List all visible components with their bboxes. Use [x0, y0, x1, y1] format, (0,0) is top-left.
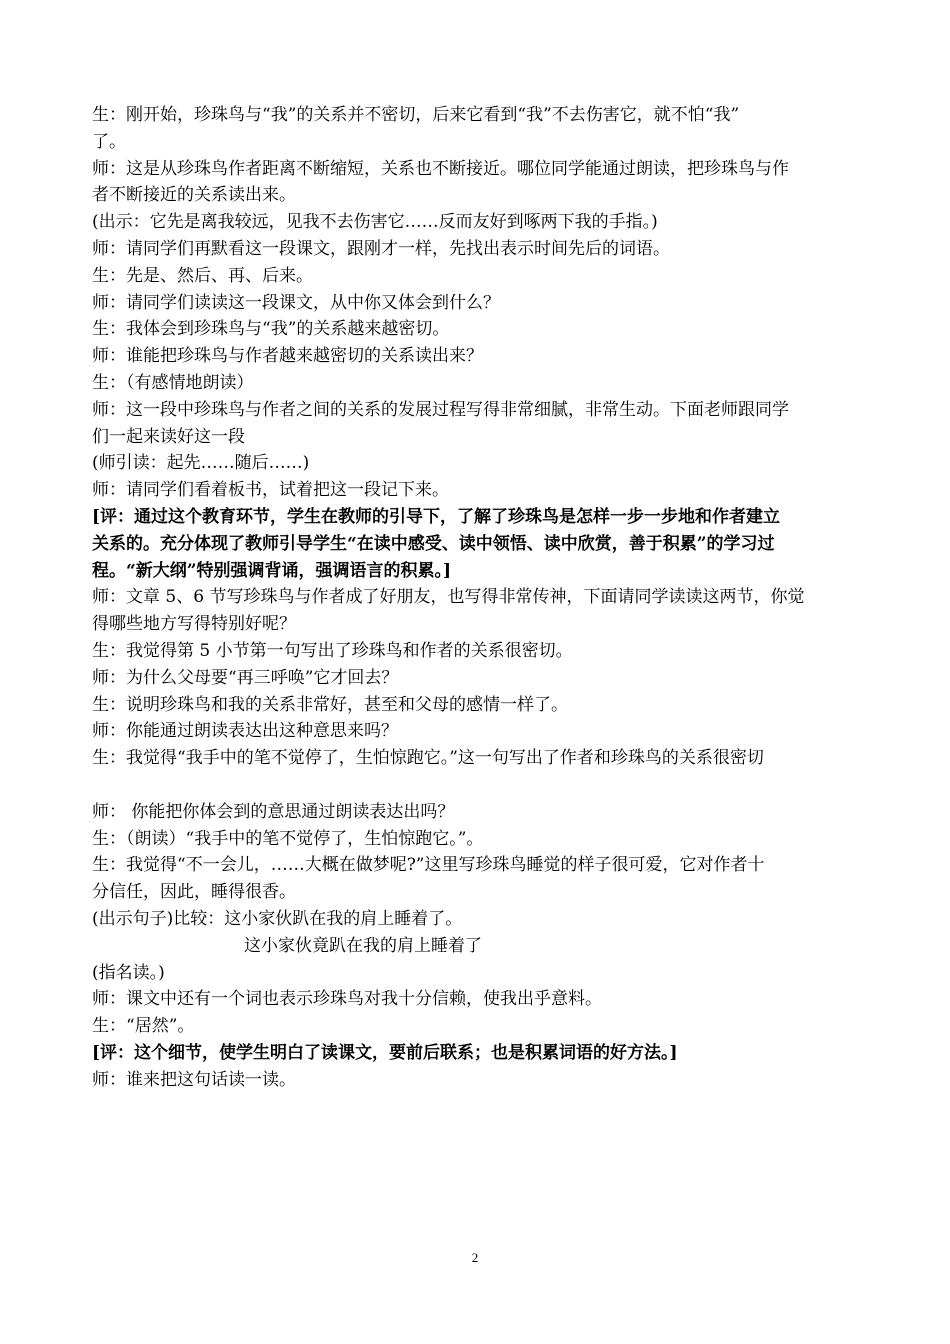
page-number: 2	[471, 1250, 479, 1265]
text-line: 师：请同学们读读这一段课文，从中你又体会到什么？	[92, 292, 500, 313]
teacher-comment-line: 程。“新大纲”特别强调背诵，强调语言的积累。]	[92, 560, 452, 581]
text-line: (指名读。)	[92, 962, 165, 983]
text-line: 师：课文中还有一个词也表示珍珠鸟对我十分信赖，使我出乎意料。	[92, 989, 602, 1010]
text-line: 生：刚开始，珍珠鸟与“我”的关系并不密切，后来它看到“我”不去伤害它，就不怕“我”	[92, 105, 740, 125]
text-line: (出示句子)比较：这小家伙趴在我的肩上睡着了。	[92, 908, 463, 929]
text-line: 生：（朗读）“我手中的笔不觉停了，生怕惊跑它。”。	[92, 828, 484, 849]
text-line: 师：请同学们再默看这一段课文，跟刚才一样，先找出表示时间先后的词语。	[92, 238, 670, 259]
text-line: 师：你能通过朗读表达出这种意思来吗？	[92, 721, 398, 742]
text-line: 师：为什么父母要“再三呼唤”它才回去？	[92, 667, 399, 688]
text-line: 生：我体会到珍珠鸟与“我”的关系越来越密切。	[92, 319, 450, 340]
text-line: 得哪些地方写得特别好呢？	[92, 614, 296, 635]
text-line: 生：说明珍珠鸟和我的关系非常好，甚至和父母的感情一样了。	[92, 694, 568, 715]
text-line: 师： 你能把你体会到的意思通过朗读表达出吗？	[92, 801, 455, 822]
text-line: 生：我觉得“不一会儿，……大概在做梦呢?”这里写珍珠鸟睡觉的样子很可爱，它对作者十	[92, 855, 765, 876]
document-body	[92, 102, 862, 1093]
text-line: 生：“居然”。	[92, 1016, 195, 1037]
text-line: 生：先是、然后、再、后来。	[92, 265, 313, 286]
text-line: 者不断接近的关系读出来。	[92, 185, 296, 206]
teacher-comment-line: 关系的。充分体现了教师引导学生“在读中感受、读中领悟、读中欣赏，善于积累”的学习过	[92, 533, 775, 554]
text-line: 师：请同学们看着板书，试着把这一段记下来。	[92, 480, 449, 501]
teacher-comment-line: [评：通过这个教育环节，学生在教师的引导下，了解了珍珠鸟是怎样一步一步地和作者建立	[92, 506, 781, 527]
text-line: 师：谁能把珍珠鸟与作者越来越密切的关系读出来？	[92, 346, 483, 367]
text-line: 师：谁来把这句话读一读。	[92, 1069, 296, 1090]
blank-line	[92, 772, 862, 799]
text-line: 了。	[92, 131, 126, 152]
text-line: 师：这一段中珍珠鸟与作者之间的关系的发展过程写得非常细腻，非常生动。下面老师跟同学	[92, 399, 789, 420]
comparison-sentence: 这小家伙竟趴在我的肩上睡着了	[244, 935, 482, 956]
text-line: 生：我觉得“我手中的笔不觉停了，生怕惊跑它。”这一句写出了作者和珍珠鸟的关系很密切	[92, 748, 764, 769]
teacher-comment-line: [评：这个细节，使学生明白了读课文，要前后联系；也是积累词语的好方法。]	[92, 1042, 678, 1063]
text-line: 师：文章 5、6 节写珍珠鸟与作者成了好朋友，也写得非常传神，下面请同学读读这两节，你觉	[92, 587, 805, 608]
text-line: 生：（有感情地朗读）	[92, 372, 254, 393]
text-line: 们一起来读好这一段	[92, 426, 245, 447]
text-line: 分信任，因此，睡得很香。	[92, 882, 296, 903]
text-line: (出示：它先是离我较远，见我不去伤害它……反而友好到啄两下我的手指。)	[92, 212, 658, 233]
text-line: (师引读：起先……随后……)	[92, 453, 310, 474]
text-line: 生：我觉得第 5 小节第一句写出了珍珠鸟和作者的关系很密切。	[92, 640, 573, 661]
text-line: 师：这是从珍珠鸟作者距离不断缩短，关系也不断接近。哪位同学能通过朗读，把珍珠鸟与作	[92, 158, 789, 179]
